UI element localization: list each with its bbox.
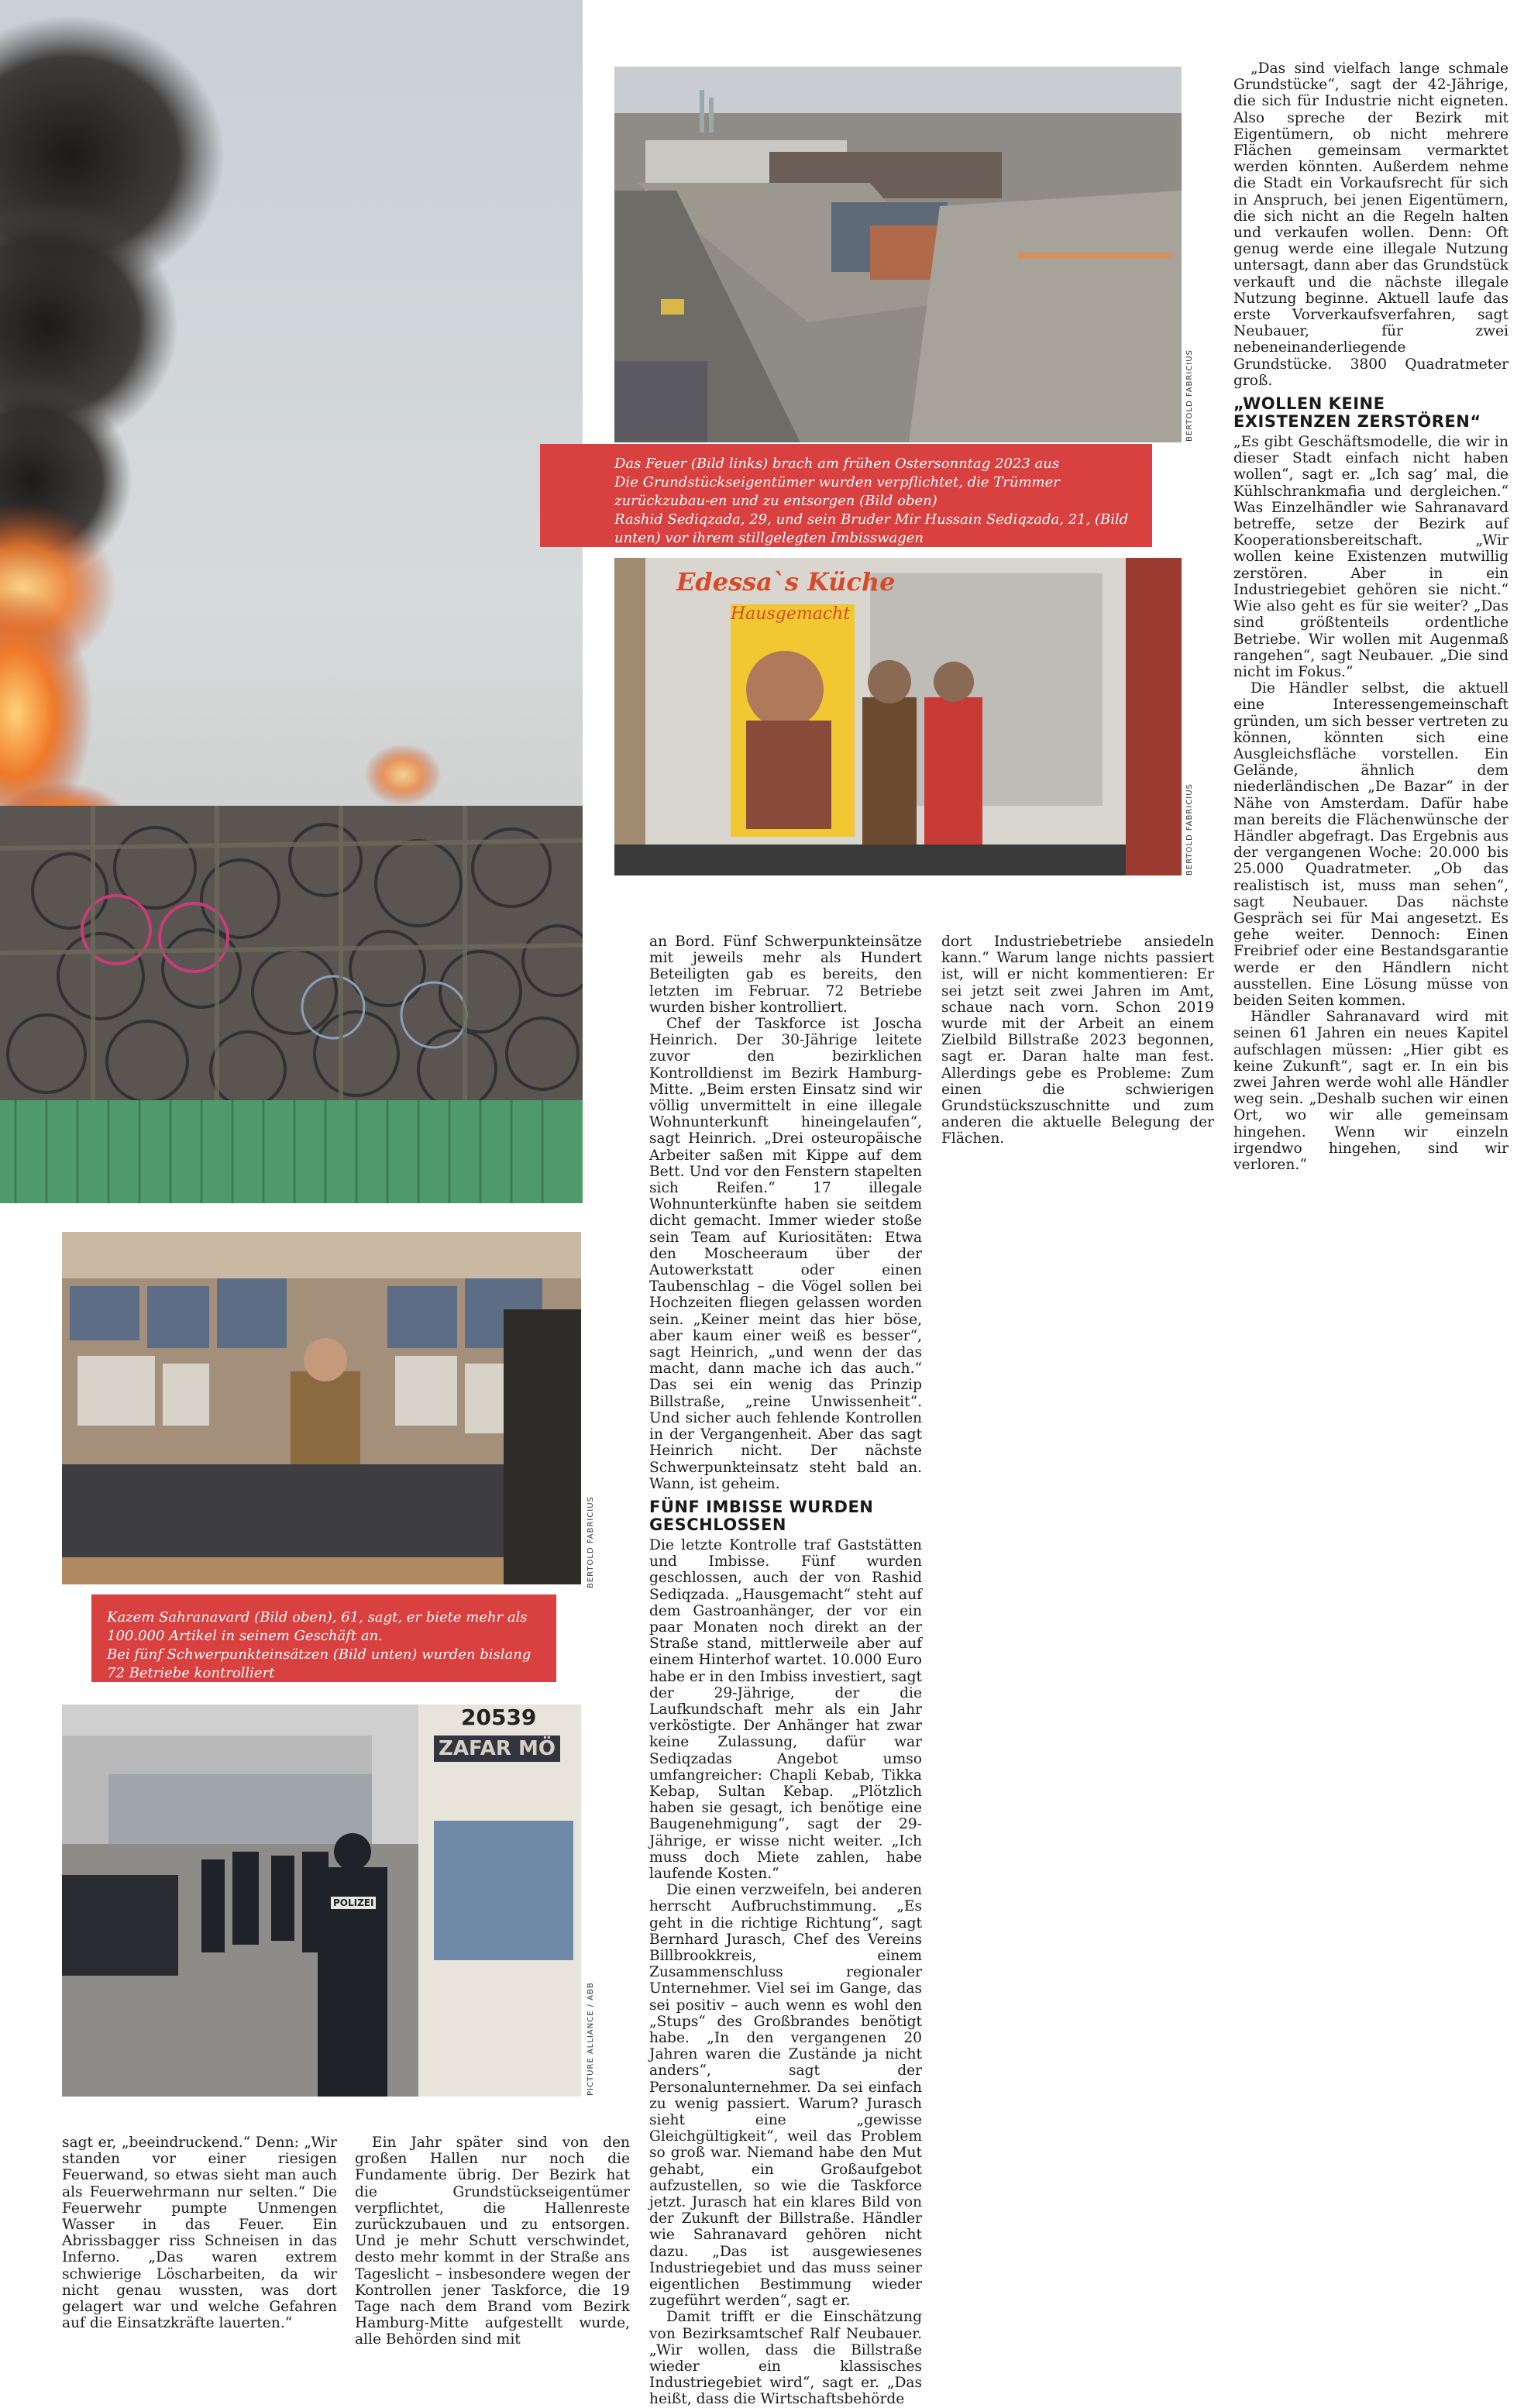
caption-top: [540, 444, 1152, 547]
imbiss-photo-credit: BERTOLD FABRICIUS: [1185, 783, 1194, 875]
police-sign-number: 20539: [461, 1705, 537, 1730]
caption-top-line: Das Feuer (Bild links) brach am frühen Ostersonntag 2023 aus: [614, 456, 1060, 472]
article-paragraph: Händler Sahranavard wird mit seinen 61 Jahren ein neues Kapitel aufschlagen müssen: „Hier gibt es keine Zukunft“, sagt er. In ein bis zwei Jahren werde wohl alle Händler weg sein. „Deshalb suchen wir einen Ort, wo wir alle gemeinsam hingehen. Wenn wir einzeln irgendwo hingehen, sind wir verloren.“: [1233, 1009, 1509, 1173]
article-column-1: [62, 2135, 337, 2331]
article-paragraph: „Es gibt Geschäftsmodelle, die wir in dieser Stadt einfach nicht haben wollen“, sagt er. „Ich sag’ mal, die Kühlschrankmafia und dergleichen.“ Was Einzelhändler wie Sahranavard betreffe, setze der Bezirk auf Kooperationsbereitschaft. „Wir wollen keine Existenzen mutwillig zerstören. Aber in ein Industriegebiet gehören sie nicht.“ Wie also geht es für sie weiter? „Das sind größtenteils ordentliche Betriebe. Wir wollen mit Augenmaß rangehen“, sagt Neubauer. „Die sind nicht im Fokus.“: [1233, 434, 1509, 680]
article-paragraph: Die Händler selbst, die aktuell eine Interessengemeinschaft gründen, um sich besser vertreten zu können, könnten sich eine Ausgleichsfläche vorstellen. Ein Gelände, ähnlich dem niederländischen „De Bazar“ in der Nähe von Amsterdam. Dafür habe man bereits die Flächenwünsche der Händler abgefragt. Das Ergebnis aus der vergangenen Woche: 20.000 bis 25.000 Quadratmeter. „Ob das realistisch ist, muss man sehen“, sagt Neubauer. Das nächste Gespräch sei für Mai angesetzt. Es gehe weiter. Dennoch: Einen Freibrief oder eine Bestandsgarantie werde er den Händlern nicht ausstellen. Eine Lösung müsse von beiden Seiten kommen.: [1233, 680, 1509, 1009]
section-heading: FÜNF IMBISSE WURDEN GESCHLOSSEN: [649, 1497, 874, 1534]
shop-photo: [62, 1232, 581, 1584]
caption-bottom: [91, 1594, 556, 1682]
fire-photo: [0, 0, 583, 1203]
article-paragraph: Chef der Taskforce ist Joscha Heinrich. Der 30-Jährige leitete zuvor den bezirklichen Kontrolldienst im Bezirk Hamburg-Mitte. „Beim ersten Einsatz sind wir völlig unvermittelt in eine illegale Wohnunterkunft hineingelaufen“, sagt Heinrich. „Drei osteuropäische Arbeiter saßen mit Kippe auf dem Bett. Und vor den Fenstern stapelten sich Reifen.“ 17 illegale Wohnunterkünfte haben sie seitdem dicht gemacht. Immer wieder stoße sein Team auf Kuriositäten: Etwa den Moscheeraum über der Autowerkstatt oder einen Taubenschlag – die Vögel sollen bei Hochzeiten fliegen gelassen worden sein. „Keiner meint das hier böse, aber kaum einer weiß es besser“, sagt Heinrich, „und wenn der das macht, dann mache ich das auch.“ Das sei ein wenig das Prinzip Billstraße, „reine Unwissenheit“. Und sicher auch fehlende Kontrollen in der Vergangenheit. Aber das sagt Heinrich nicht. Der nächste Schwerpunkteinsatz steht bald an. Wann, ist geheim.: [649, 1016, 922, 1492]
section-heading: „WOLLEN KEINE EXISTENZEN ZERSTÖREN“: [1233, 394, 1481, 432]
caption-bottom-line: Kazem Sahranavard (Bild oben), 61, sagt, er biete mehr als 100.000 Artikel in seinem Geschäft an.: [107, 1609, 528, 1644]
article-paragraph: Die letzte Kontrolle traf Gaststätten und Imbisse. Fünf wurden geschlossen, auch der von Rashid Sediqzada. „Hausgemacht“ steht auf dem Gastroanhänger, der vor ein paar Monaten noch direkt an der Straße stand, mittlerweile aber auf einem Hinterhof wartet. 10.000 Euro habe er in den Imbiss investiert, sagt der 29-Jährige, der die Laufkundschaft mehr als ein Jahr verköstigte. Der Anhänger hat zwar keine Zulassung, dafür war Sediqzadas Angebot umso umfangreicher: Chapli Kebab, Tikka Kebap, Sultan Kebap. „Plötzlich haben sie gesagt, ich benötige eine Baugenehmigung“, sagt der 29-Jährige, er wisse nicht weiter. „Ich muss doch Miete zahlen, habe laufende Kosten.“: [649, 1536, 922, 1882]
police-photo: [62, 1705, 581, 2097]
article-paragraph: Ein Jahr später sind von den großen Hallen nur noch die Fundamente übrig. Der Bezirk hat die Grundstückseigentümer verpflichtet, die Hallenreste zurückzubauen und zu entsorgen. Und je mehr Schutt verschwindet, desto mehr kommt in der Straße ans Tageslicht – insbesondere wegen der Kontrollen jener Taskforce, die 19 Tage nach dem Brand vom Bezirk Hamburg-Mitte aufgestellt wurde, alle Behörden sind mit: [355, 2135, 630, 2348]
article-paragraph: Damit trifft er die Einschätzung von Bezirksamtschef Ralf Neubauer. „Wir wollen, dass die Billstraße wieder ein klassisches Industriegebiet wird“, sagt er. „Das heißt, dass die Wirtschaftsbehörde: [649, 2309, 922, 2408]
article-paragraph: „Das sind vielfach lange schmale Grundstücke“, sagt der 42-Jährige, die sich für Industrie nicht eigneten. Also spreche der Bezirk mit Eigentümern, ob nicht mehrere Flächen gemeinsam vermarktet werden könnten. Außerdem nehme die Stadt ein Vorkaufsrecht für sich in Anspruch, bei jenen Eigentümern, die sich nicht an die Regeln halten und verkaufen wollen. Denn: Oft genug werde eine illegale Nutzung untersagt, dann aber das Grundstück verkauft und die nächste illegale Nutzung beginne. Aktuell laufe das erste Vorverkaufsverfahren, sagt Neubauer, für zwei nebeneinanderliegende Grundstücke. 3800 Quadratmeter groß.: [1233, 60, 1509, 389]
caption-top-line: Rashid Sediqzada, 29, und sein Bruder Mir Hussain Sediqzada, 21, (Bild unten) vor ihrem stillgelegten Imbisswagen: [614, 511, 1129, 546]
article-column-5: [1233, 60, 1509, 1173]
police-sign-text: ZAFAR MÖ: [434, 1735, 560, 1762]
aerial-photo-credit: BERTOLD FABRICIUS: [1185, 349, 1194, 442]
article-column-2: [355, 2135, 630, 2348]
caption-bottom-line: Bei fünf Schwerpunkteinsätzen (Bild unten) wurden bislang 72 Betriebe kontrolliert: [107, 1646, 532, 1681]
police-photo-credit: PICTURE ALLIANCE / ABB: [587, 1982, 595, 2096]
article-paragraph: sagt er, „beeindruckend.“ Denn: „Wir standen vor einer riesigen Feuerwand, so etwas sieht man auch als Feuerwehrmann nur selten.“ Die Feuerwehr pumpte Unmengen Wasser in das Feuer. Ein Abrissbagger riss Schneisen in das Inferno. „Das waren extrem schwierige Löscharbeiten, da wir nicht genau wussten, was dort gelagert war und welche Gefahren auf die Einsatzkräfte lauerten.“: [62, 2135, 337, 2332]
police-vest-text: POLIZEI: [331, 1897, 376, 1909]
caption-top-line: Die Grundstückseigentümer wurden verpflichtet, die Trümmer zurückzubau-en und zu entsorgen (Bild oben): [614, 474, 1060, 509]
aerial-photo: [614, 67, 1182, 442]
article-paragraph: Die einen verzweifeln, bei anderen herrscht Aufbruchstimmung. „Es geht in die richtige Richtung“, sagt Bernhard Jurasch, Chef des Vereins Billbrookkreis, einem Zusammenschluss regionaler Unternehmer. Viel sei im Gange, das sei positiv – auch wenn es wohl den „Stups“ des Großbrandes benötigt habe. „In den vergangenen 20 Jahren waren die Zustände ja nicht anders“, sagt der Personalunternehmer. Da sei einfach zu wenig passiert. Warum? Jurasch sieht eine „gewisse Gleichgültigkeit“, weil das Problem so groß war. Niemand habe den Mut gehabt, ein Großaufgebot aufzustellen, so wie die Taskforce jetzt. Jurasch hat ein klares Bild von der Zukunft der Billstraße. Händler wie Sahranavard gehören nicht dazu. „Das ist ausgewiesenes Industriegebiet und das muss seiner eigentlichen Bestimmung wieder zugeführt werden“, sagt er.: [649, 1882, 922, 2310]
imbiss-sign-title: Edessa`s Küche: [676, 567, 896, 597]
article-paragraph: dort Industriebetriebe ansiedeln kann.“ Warum lange nichts passiert ist, will er nicht kommentieren: Er sei jetzt seit zwei Jahren im Amt, schaue nach vorn. Schon 2019 wurde mit der Arbeit an einem Zielbild Billstraße 2023 begonnen, sagt er. Daran halte man fest. Allerdings gebe es Probleme: Zum einen die schwierigen Grundstückszuschnitte und zum anderen die aktuelle Belegung der Flächen.: [941, 934, 1214, 1147]
imbiss-sign-subtitle: Hausgemacht: [731, 604, 851, 624]
shop-photo-credit: BERTOLD FABRICIUS: [587, 1496, 595, 1588]
article-column-4: [941, 934, 1214, 1147]
article-column-3: [649, 934, 922, 2408]
article-paragraph: an Bord. Fünf Schwerpunkteinsätze mit jeweils mehr als Hundert Beteiligten gab es bereits, den letzten im Februar. 72 Betriebe wurden bisher kontrolliert.: [649, 934, 922, 1016]
imbiss-photo: [614, 558, 1182, 875]
